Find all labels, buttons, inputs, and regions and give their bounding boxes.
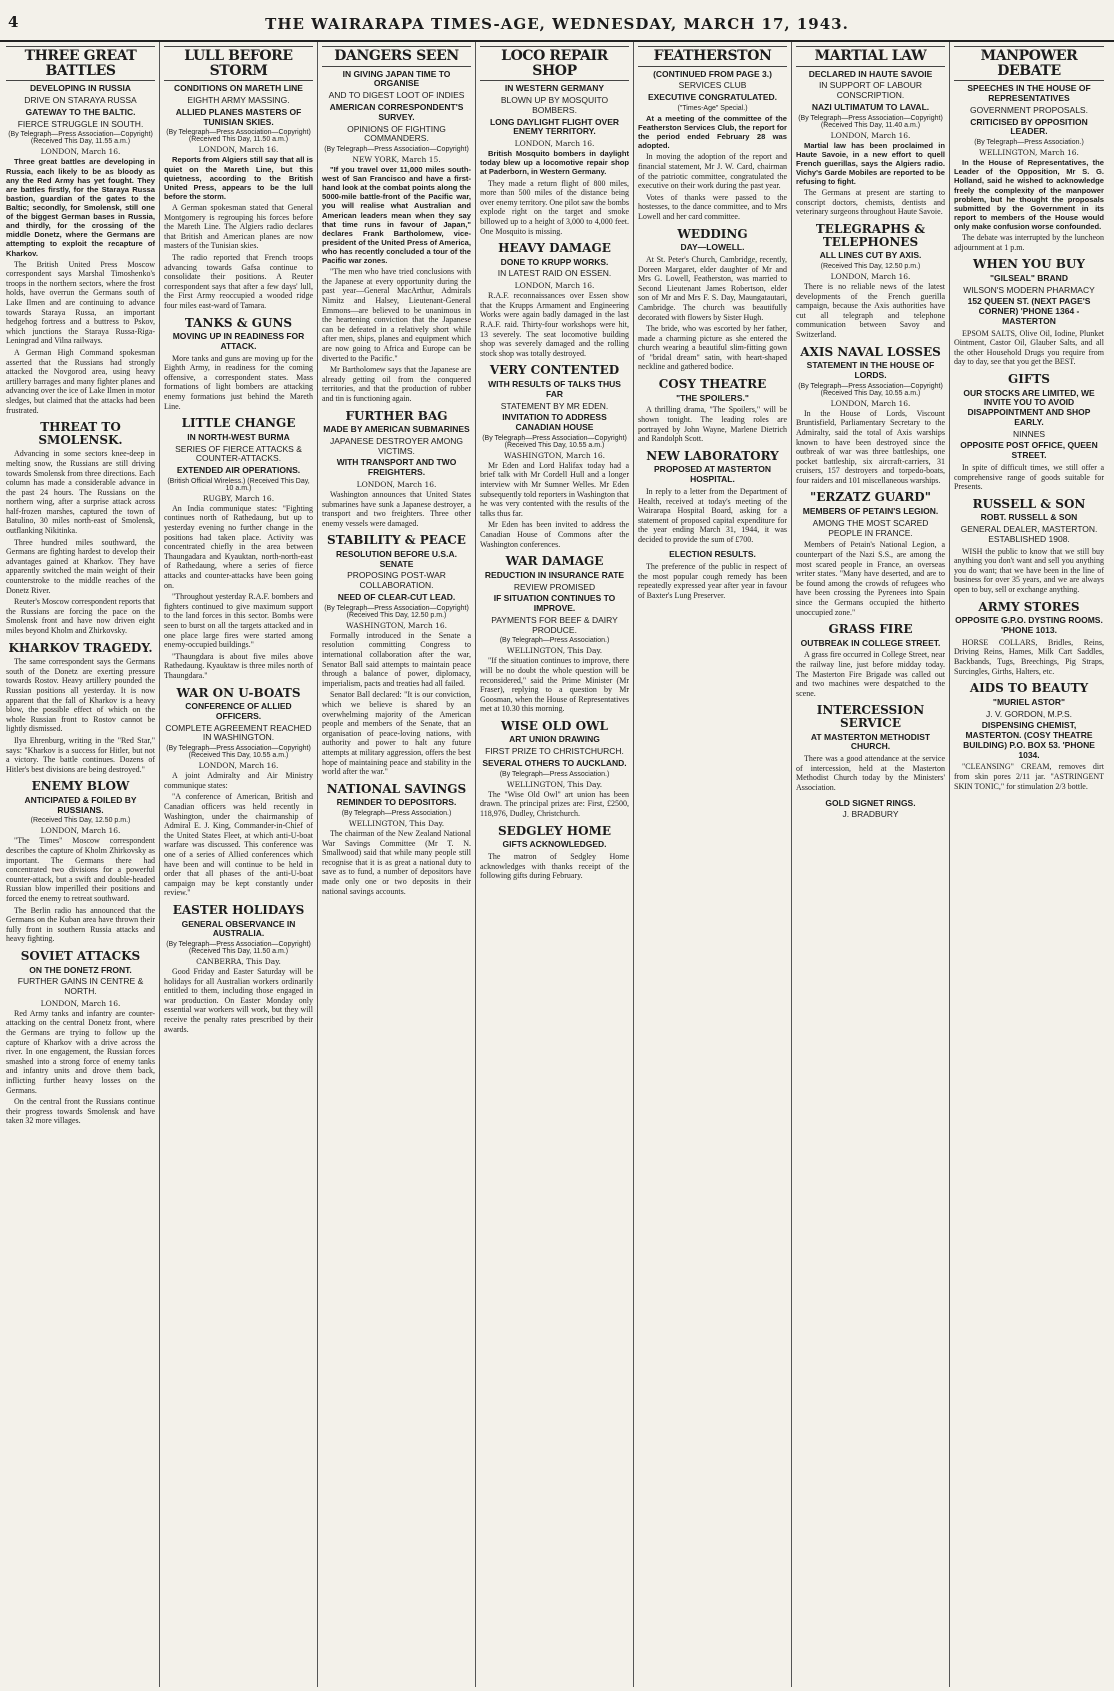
article-body <box>6 657 155 774</box>
dateline: WASHINGTON, March 16. <box>345 620 448 630</box>
headline: MARTIAL LAW <box>796 46 945 67</box>
article <box>796 491 945 617</box>
dateline: LONDON, March 16. <box>830 272 911 282</box>
subheading: PROPOSED AT MASTERTON HOSPITAL. <box>654 464 771 485</box>
subheading: ROBT. RUSSELL & SON <box>980 512 1078 523</box>
headline: WEDDING <box>677 226 748 241</box>
paragraph: Good Friday and Easter Saturday will be holidays for all Australian workers ordinarily entitled to them, including those engaged in war production. On Easter Monday only essential war workers will work, but they will receive the penalty rates prescribed by their awards. <box>164 967 313 1034</box>
headline: THREAT TO SMOLENSK. <box>38 420 123 447</box>
article-body <box>322 631 471 777</box>
headline: KHARKOV TRAGEDY. <box>8 640 153 655</box>
subheading: CONDITIONS ON MARETH LINE <box>174 83 303 94</box>
article <box>954 498 1104 595</box>
paragraph: "Throughout yesterday R.A.F. bombers and fighters continued to give maximum support to the land forces in this sector. Bombs were seen to burst on all the targets attacked and in one place large fires were started among enemy-occupied buildings." <box>164 592 313 650</box>
subheading: DECLARED IN HAUTE SAVOIE <box>808 68 933 79</box>
subheading: IN SUPPORT OF LABOUR CONSCRIPTION. <box>818 80 923 101</box>
subheading: ALL LINES CUT BY AXIS. <box>819 250 922 261</box>
subheading: RESOLUTION BEFORE U.S.A. SENATE <box>336 548 457 569</box>
paragraph: A German High Command spokesman asserted that the Russians had strongly attacked the Novgorod area, using heavy artillery barrages and many fighter planes and advancing over the ice of Lake Ilmen in motor sledges, but claimed that the attacks had been frustrated. <box>6 347 155 415</box>
headline: LOCO REPAIR SHOP <box>480 46 629 81</box>
subheading: WILSON'S MODERN PHARMACY <box>963 284 1095 295</box>
paragraph: HORSE COLLARS, Bridles, Reins, Driving Reins, Hames, Milk Cart Saddles, Backbands, Tugs, Breechings, Pig Straps, Surcingles, Girths, Halters, etc. <box>954 637 1104 676</box>
paragraph: At St. Peter's Church, Cambridge, recently, Doreen Margaret, elder daughter of Mr and Mrs G. Lowell, Featherston, was married to Second Lieutenant James Robertson, elder son of Mr and Mrs F. S. Day, Maungatautari, Cambridge. The church was beautifully decorated with flowers by Sister Hugh. <box>638 254 787 322</box>
article <box>6 46 155 415</box>
paragraph: Mr Eden and Lord Halifax today had a brief talk with Mr Cordell Hull and a longer interview with Mr Sumner Welles. Mr Eden subsequently told reporters in Washington that he was very contented with the results of the talks thus far. <box>480 460 629 518</box>
paragraph: The matron of Sedgley Home acknowledges with thanks receipt of the following gifts during February. <box>480 851 629 881</box>
headline: VERY CONTENTED <box>489 363 620 378</box>
wire-credit: (By Telegraph—Press Association—Copyright) (Received This Day, 11.55 a.m.) <box>8 131 153 146</box>
dateline: LONDON, March 16. <box>40 998 121 1008</box>
article-body <box>6 157 155 415</box>
paragraph: The chairman of the New Zealand National War Savings Committee (Mr T. N. Smallwood) said that while many people still recognise that it is as great a national duty to save as to fund, a number of depositors have made only one or two deposits in their national savings accounts. <box>322 829 471 896</box>
paragraph: Senator Ball declared: "It is our conviction, which we believe is shared by an overwhelming majority of the American people and members of the Senate, that an organisation of peace-loving nations, with authority and power to halt any future attempts at military aggression, offers the best hope of maintaining peace and stability in the world after the war." <box>322 690 471 777</box>
paragraph: A grass fire occurred in College Street, near the railway line, just before midday today. The Masterton Fire Brigade was called out and two machines were despatched to the scene. <box>796 650 945 698</box>
subheading: ELECTION RESULTS. <box>669 549 756 560</box>
subheading: IN GIVING JAPAN TIME TO ORGANISE <box>342 68 451 89</box>
headline: MANPOWER DEBATE <box>954 46 1104 81</box>
article-body <box>796 754 945 792</box>
subheading: SERIES OF FIERCE ATTACKS & COUNTER-ATTACKS. <box>175 443 302 464</box>
subheading: OPPOSITE G.P.O. DYSTING ROOMS. 'PHONE 1013. <box>955 615 1103 636</box>
headline: DANGERS SEEN <box>322 46 471 67</box>
column-2 <box>160 42 318 1687</box>
article-body <box>638 562 787 600</box>
article <box>796 623 945 698</box>
article <box>480 825 629 881</box>
article-body <box>480 149 629 236</box>
subheading: FURTHER GAINS IN CENTRE & NORTH. <box>17 976 144 997</box>
subheading: PROPOSING POST-WAR COLLABORATION. <box>347 570 446 591</box>
subheading: "GILSEAL" BRAND <box>990 272 1068 283</box>
paragraph: The Germans at present are starting to conscript doctors, chemists, dentists and veterinary surgeons throughout Haute Savoie. <box>796 188 945 217</box>
paragraph: "Thaungdara is about five miles above Rathedaung. Kyauktaw is three miles north of Thaungdara." <box>164 651 313 680</box>
wire-credit: (Received This Day, 12.50 p.m.) <box>820 263 921 271</box>
subheading: FIRST PRIZE TO CHRISTCHURCH. <box>485 746 624 757</box>
subheading: EXECUTIVE CONGRATULATED. <box>647 92 778 103</box>
paragraph: Three hundred miles southward, the Germans are fighting hardest to develop their advantages gained at Kharkov. They have apparently switched the main weight of their counterstroke to the middle reaches of the Donetz River. <box>6 537 155 595</box>
subheading: WITH RESULTS OF TALKS THUS FAR <box>488 378 621 399</box>
paragraph: The preference of the public in respect of the most popular cough remedy has been repeatedly expressed year after year in favour of Baxter's Lung Preserver. <box>638 562 787 601</box>
paragraph: Martial law has been proclaimed in Haute Savoie, in a new effort to quell French guerillas, says the Algiers radio. Vichy's Garde Mobiles are reported to be refusing to fight. <box>796 140 945 187</box>
article-body <box>164 504 313 681</box>
subheading: MEMBERS OF PETAIN'S LEGION. <box>802 506 939 517</box>
subheading: EXTENDED AIR OPERATIONS. <box>176 465 301 476</box>
headline: AXIS NAVAL LOSSES <box>800 344 941 359</box>
subheading: JAPANESE DESTROYER AMONG VICTIMS. <box>329 435 464 456</box>
dateline: CANBERRA, This Day. <box>196 957 281 967</box>
article-body <box>480 461 629 549</box>
article <box>164 687 313 898</box>
dateline: LONDON, March 16. <box>830 130 911 140</box>
article-body <box>796 409 945 486</box>
paragraph: In spite of difficult times, we still offer a comprehensive range of goods suitable for Presents. <box>954 463 1104 492</box>
column-6 <box>792 42 950 1687</box>
subheading: J. V. GORDON, M.P.S. <box>986 708 1072 719</box>
subheading: ON THE DONETZ FRONT. <box>29 964 132 975</box>
article <box>322 46 471 404</box>
paragraph: "A conference of American, British and Canadian officers was held recently in Washington, under the chairmanship of Admiral E. J. King, Commander-in-Chief of the United States Fleet, at which anti-U-boat warfare was discussed. This conference was one of a series of Allied conferences which have been and will continue to be held in order that all phases of the anti-U-boat campaign may be kept constantly under review." <box>164 792 313 898</box>
article <box>480 364 629 549</box>
dateline: WELLINGTON, This Day. <box>348 819 445 829</box>
article <box>954 682 1104 791</box>
subheading: DISPENSING CHEMIST, MASTERTON. (COSY THEATRE BUILDING) P.O. BOX 53. 'PHONE 1034. <box>963 720 1095 760</box>
dateline: LONDON, March 16. <box>514 139 595 149</box>
headline: HEAVY DAMAGE <box>498 241 611 256</box>
article-body <box>322 490 471 528</box>
paragraph: In the House of Lords, Viscount Bruntisfield, Parliamentary Secretary to the Admiralty, said the total of Axis warships known to have been destroyed since the outbreak of war was three battleships, one pocket battleship, six aircraft-carriers, 31 cruisers, 157 destroyers and torpedo-boats, four raiders and 101 miscellaneous warships. <box>796 408 945 485</box>
dateline: WELLINGTON, This Day. <box>506 646 603 656</box>
subheading: GOVERNMENT PROPOSALS. <box>970 104 1088 115</box>
article-body <box>954 329 1104 367</box>
article-body <box>796 282 945 340</box>
wire-credit: (By Telegraph—Press Association—Copyright) (Received This Day, 10.55 a.m.) <box>166 745 311 760</box>
wire-credit: (Received This Day, 12.50 p.m.) <box>30 817 131 825</box>
article <box>638 550 787 600</box>
subheading: ANTICIPATED & FOILED BY RUSSIANS. <box>24 794 137 815</box>
article-body <box>638 255 787 372</box>
article-body <box>954 638 1104 676</box>
paragraph: There was a good attendance at the service of intercession, held at the Masterton Methodist Church today by the Ministers' Association. <box>796 754 945 792</box>
paragraph: A thrilling drama, "The Spoilers," will be shown tonight. The leading roles are portrayed by John Wayne, Marlene Dietrich and Randolph Scott. <box>638 405 787 444</box>
wire-credit: (By Telegraph—Press Association—Copyright) (Received This Day, 12.50 p.m.) <box>324 604 469 619</box>
article <box>796 704 945 792</box>
dateline: LONDON, March 16. <box>198 761 279 771</box>
article-body <box>480 656 629 714</box>
subheading: "THE SPOILERS." <box>676 392 749 403</box>
article <box>164 904 313 1034</box>
paragraph: In reply to a letter from the Department of Health, received at today's meeting of the Wairarapa Hospital Board, asking for a statement of proposed capital expenditure for the year ending March 31, 1944, it was decided to provide the sum of £700. <box>638 486 787 544</box>
article <box>638 450 787 545</box>
subheading: EIGHTH ARMY MASSING. <box>187 95 290 106</box>
paragraph: On the central front the Russians continue their progress towards Smolensk and have taken 32 more villages. <box>6 1097 155 1126</box>
article <box>954 258 1104 367</box>
article <box>6 780 155 944</box>
article <box>796 223 945 340</box>
subheading: INVITATION TO ADDRESS CANADIAN HOUSE <box>502 412 607 433</box>
subheading: OUTBREAK IN COLLEGE STREET. <box>800 637 941 648</box>
article-body <box>954 463 1104 492</box>
article <box>480 242 629 358</box>
article-body <box>322 165 471 404</box>
subheading: WITH TRANSPORT AND TWO FREIGHTERS. <box>336 457 457 478</box>
paragraph: Mr Eden has been invited to address the Canadian House of Commons after the Washington conferences. <box>480 520 629 549</box>
headline: ENEMY BLOW <box>31 779 130 794</box>
paragraph: The same correspondent says the Germans south of the Donetz are exerting pressure towards Rostov. Heavy artillery pounded the Russian positions all yesterday. It is now apparent that the fall of Kharkov is a heavy blow, the possible effect of which on the whole Russian front to Rostov cannot be lightly dismissed. <box>6 657 155 734</box>
subheading: REMINDER TO DEPOSITORS. <box>336 797 457 808</box>
subheading: GENERAL OBSERVANCE IN AUSTRALIA. <box>181 918 296 939</box>
subheading: DAY—LOWELL. <box>680 242 745 253</box>
dateline: LONDON, March 16. <box>198 145 279 155</box>
article <box>638 46 787 222</box>
subheading: NINNES <box>1012 428 1046 439</box>
article <box>322 410 471 529</box>
subheading: STATEMENT IN THE HOUSE OF LORDS. <box>806 360 935 380</box>
article <box>164 317 313 412</box>
article <box>6 950 155 1126</box>
wire-credit: (British Official Wireless.) (Received This Day, 10 a.m.) <box>167 477 310 492</box>
headline: NEW LABORATORY <box>646 448 779 463</box>
article-body <box>480 790 629 819</box>
paragraph: "If you travel over 11,000 miles south-west of San Francisco and have a first-hand look at the combat points along the 5000-mile battle-front of the Pacific war, you will realise what Australian and American leaders mean when they say that time runs in favour of Japan," declares Frank Bartholomew, vice-president of the United Press of America, who has recently concluded a tour of the Pacific war zones. <box>322 165 471 266</box>
dateline: LONDON, March 16. <box>830 398 911 408</box>
subheading: MOVING UP IN READINESS FOR ATTACK. <box>172 331 305 351</box>
subheading: AMERICAN CORRESPONDENT'S SURVEY. <box>329 101 464 122</box>
article <box>322 534 471 776</box>
paragraph: "CLEANSING" CREAM, removes dirt from skin pores 2/11 jar. "ASTRINGENT SKIN TONIC," for stimulation 2/3 bottle. <box>954 762 1104 791</box>
headline: LITTLE CHANGE <box>181 416 296 431</box>
paragraph: WISH the public to know that we still buy anything you don't want and sell you anything you do want; that we have been in the line of business for over 35 years, and we are always open to buy, sell or exchange anything. <box>954 546 1104 595</box>
subheading: FIERCE STRUGGLE IN SOUTH. <box>17 118 144 129</box>
paragraph: The bride, who was escorted by her father, made a charming picture as she entered the church wearing a beautiful slim-fitting gown of "bridal dream" satin, with heart-shaped neckline and gathered bodice. <box>638 324 787 372</box>
subheading: AMONG THE MOST SCARED PEOPLE IN FRANCE. <box>812 517 929 538</box>
subheading: (CONTINUED FROM PAGE 3.) <box>653 68 772 79</box>
wire-credit: (By Telegraph—Press Association—Copyright) <box>324 146 469 154</box>
article-body <box>164 155 313 310</box>
dateline: WELLINGTON, This Day. <box>506 779 603 789</box>
dateline: WELLINGTON, March 16. <box>979 148 1079 158</box>
article-body <box>480 852 629 881</box>
headline: GRASS FIRE <box>828 622 913 637</box>
article-body <box>164 967 313 1034</box>
subheading: LONG DAYLIGHT FLIGHT OVER ENEMY TERRITORY. <box>489 116 620 137</box>
subheading: REVIEW PROMISED <box>513 581 596 592</box>
article-body <box>6 1009 155 1126</box>
paragraph: Reports from Algiers still say that all is quiet on the Mareth Line, but this quietness, according to the British United Press, appears to be the lull before the storm. <box>164 155 313 201</box>
subheading: OPPOSITE POST OFFICE, QUEEN STREET. <box>960 440 1098 461</box>
headline: INTERCESSION SERVICE <box>816 703 925 731</box>
headline: WAR ON U-BOATS <box>176 685 301 700</box>
paragraph: A joint Admiralty and Air Ministry communique states: <box>164 771 313 790</box>
headline: FEATHERSTON <box>638 46 787 67</box>
article-body <box>796 141 945 217</box>
article <box>796 46 945 217</box>
article <box>954 373 1104 492</box>
article-body <box>480 291 629 358</box>
paragraph: There is no reliable news of the latest developments of the French guerilla campaign, because the Axis authorities have cut all telegraph and telephone communication between Savoy and Switzerland. <box>796 282 945 339</box>
column-4 <box>476 42 634 1687</box>
paragraph: Formally introduced in the Senate a resolution committing Congress to international collaboration after the war, Senator Ball said attempts to maintain peace through a balance of power, diplomacy, imperialism, pacts and treaties had all failed. <box>322 630 471 688</box>
headline: WHEN YOU BUY <box>973 257 1085 272</box>
article-body <box>796 540 945 617</box>
newspaper-title: THE WAIRARAPA TIMES-AGE, WEDNESDAY, MARCH 17, 1943. <box>265 15 849 33</box>
paragraph: In the House of Representatives, the Leader of the Opposition, Mr S. G. Holland, said he wished to acknowledge freely the complexity of the manpower problem, but he thought the proposals submitted by the Government in its report to members of the House would only make confusion worse confounded. <box>954 158 1104 231</box>
headline: LULL BEFORE STORM <box>164 46 313 81</box>
subheading: SPEECHES IN THE HOUSE OF REPRESENTATIVES <box>967 83 1091 104</box>
article-body <box>638 487 787 545</box>
paragraph: R.A.F. reconnaissances over Essen show that the Krupps Armament and Engineering Works were again badly damaged in the last R.A.F. raid. Thirty-four workshops were hit, 13 severely. The seat locomotive building shop was severely damaged and the rolling stock shop was totally destroyed. <box>480 291 629 358</box>
headline: STABILITY & PEACE <box>327 533 466 548</box>
paragraph: British Mosquito bombers in daylight today blew up a locomotive repair shop at Paderborn, in Western Germany. <box>480 149 629 177</box>
column-7 <box>950 42 1108 1687</box>
article-body <box>6 449 155 635</box>
subheading: DEVELOPING IN RUSSIA <box>29 83 132 94</box>
paragraph: Reuter's Moscow correspondent reports that the Russians are forcing the pace on the Smolensk front and have now driven eight miles beyond Kholm and Zhirkovsky. <box>6 597 155 636</box>
dateline: NEW YORK, March 15. <box>352 155 441 165</box>
headline: EASTER HOLIDAYS <box>172 902 305 917</box>
paragraph: At a meeting of the committee of the Featherston Services Club, the report for the period ended February 28 was adopted. <box>638 113 787 151</box>
subheading: CRITICISED BY OPPOSITION LEADER. <box>970 116 1088 137</box>
subheading: GOLD SIGNET RINGS. <box>825 797 916 808</box>
headline: SOVIET ATTACKS <box>20 948 141 963</box>
subheading: CONFERENCE OF ALLIED OFFICERS. <box>185 701 292 721</box>
dateline: WASHINGTON, March 16. <box>503 450 606 460</box>
dateline: LONDON, March 16. <box>40 147 121 157</box>
subheading: AND TO DIGEST LOOT OF INDIES <box>328 90 465 101</box>
paragraph: Votes of thanks were passed to the hostesses, to the dance committee, and to Mrs Lowell and her card committee. <box>638 192 787 221</box>
paragraph: The debate was interrupted by the luncheon adjournment at 1 p.m. <box>954 233 1104 252</box>
article <box>164 417 313 680</box>
subheading: BLOWN UP BY MOSQUITO BOMBERS. <box>500 95 609 115</box>
wire-credit: (By Telegraph—Press Association—Copyright) (Received This Day, 10.55 a.m.) <box>482 434 627 449</box>
article <box>480 46 629 236</box>
paragraph: "The men who have tried conclusions with the Japanese at every opportunity during the past year—General MacArthur, Admirals Nimitz and Halsey, Lieutenant-General Emmons—are believed to be unanimous in the heartening conviction that the Japanese can be defeated in a relatively short while after men, ships, planes and equipment which are now going to Africa and Europe can be diverted to the Pacific." <box>322 267 471 363</box>
article-body <box>164 354 313 412</box>
subheading: IF SITUATION CONTINUES TO IMPROVE. <box>493 593 616 614</box>
subheading: STATEMENT BY MR EDEN. <box>500 400 609 411</box>
article <box>480 720 629 819</box>
paragraph: Members of Petain's National Legion, a counterpart of the Nazi S.S., are among the most scared people in France, an overseas writer states. "Many have deserted, and are to be found among the crowds of refugees who have been crossing the Pyrenees into Spain since the Germans occupied the hitherto unoccupied zone." <box>796 540 945 617</box>
subheading: SEVERAL OTHERS TO AUCKLAND. <box>482 758 627 769</box>
subheading: DONE TO KRUPP WORKS. <box>500 256 609 267</box>
wire-credit: (By Telegraph—Press Association.) <box>341 810 452 818</box>
subheading: GENERAL DEALER, MASTERTON. ESTABLISHED 1908. <box>960 524 1098 544</box>
article <box>638 378 787 444</box>
subheading: MADE BY AMERICAN SUBMARINES <box>323 424 470 435</box>
subheading: IN LATEST RAID ON ESSEN. <box>497 268 612 279</box>
article-body <box>322 829 471 896</box>
paragraph: They made a return flight of 800 miles, more than 500 miles of the distance being over enemy territory. One pilot saw the bombs explode right on the target and smoke billowed up to a height of 3,000 to 4,000 feet. One Mosquito is missing. <box>480 178 629 236</box>
paragraph: The radio reported that French troops advancing towards Gafsa continue to consolidate their positions. A Reuter correspondent says that after a few days' lull, the First Army reoccupied a wooded ridge four miles east-ward of Tamara. <box>164 252 313 310</box>
column-3 <box>318 42 476 1687</box>
article <box>6 642 155 775</box>
subheading: NAZI ULTIMATUM TO LAVAL. <box>811 101 930 112</box>
article-body <box>954 762 1104 791</box>
column-5 <box>634 42 792 1687</box>
article-body <box>954 158 1104 252</box>
subheading: DRIVE ON STARAYA RUSSA <box>24 95 137 106</box>
article <box>638 228 787 372</box>
paragraph: In moving the adoption of the report and financial statement, Mr J. W. Card, chairman of the patriotic committee, congratulated the executive on their work during the past year. <box>638 152 787 191</box>
headline: SEDGLEY HOME <box>497 823 611 838</box>
wire-credit: (By Telegraph—Press Association.) <box>499 637 610 645</box>
headline: FURTHER BAG <box>345 408 448 423</box>
paragraph: The Berlin radio has announced that the Germans on the Kuban area have thrown their fully front in southern Russia attacks and heavy fighting. <box>6 905 155 944</box>
subheading: J. BRADBURY <box>842 809 899 820</box>
paragraph: More tanks and guns are moving up for the Eighth Army, in readiness for the coming offensive, a correspondent states. Mass formations of light bombers are attacking enemy formations just behind the Mareth Line. <box>164 353 313 411</box>
wire-credit: (By Telegraph—Press Association—Copyright) (Received This Day, 11.50 a.m.) <box>166 941 311 956</box>
headline: GIFTS <box>1008 372 1050 387</box>
paragraph: Ilya Ehrenburg, writing in the "Red Star," says: "Kharkov is a success for Hitler, but not a victory. The battle continues. Dozens of Hitler's best divisions are being destroyed." <box>6 735 155 774</box>
wire-credit: (By Telegraph—Press Association—Copyright) (Received This Day, 10.55 a.m.) <box>798 382 943 397</box>
dateline: LONDON, March 16. <box>356 479 437 489</box>
wire-credit: (By Telegraph—Press Association—Copyright) (Received This Day, 11.50 a.m.) <box>166 129 311 144</box>
subheading: PAYMENTS FOR BEEF & DAIRY PRODUCE. <box>491 614 618 635</box>
paragraph: Three great battles are developing in Russia, each likely to be as bloody as any the Red Army has yet fought. They are battles firstly, for the Staraya Russa bastion, guardian of the gates to the Baltic; secondly, for Smolensk, still one of the biggest German bases in Russia, and thirdly, for the crossing of the middle Donetz, where the Germans are attempting to exploit the recapture of Kharkov. <box>6 157 155 258</box>
headline: ARMY STORES <box>978 599 1080 614</box>
subheading: ALLIED PLANES MASTERS OF TUNISIAN SKIES. <box>175 106 302 127</box>
paragraph: Advancing in some sectors knee-deep in melting snow, the Russians are still driving towards Smolensk from three directions. Each column has made a considerable advance in the past 24 hours. The Russians on the northern wing, after a surprise attack across half-frozen marshes, captured the town of Batulino, 30 miles north-east of Smolensk, outflanking Nikitinka. <box>6 449 155 536</box>
paragraph: An India communique states: "Fighting continues north of Rathedaung, but up to yesterday evening no further change in the positions had taken place. Activity was concentrated chiefly in the area between Thaungadara and Kyauktan, north-north-east of Rathedaung, where a series of fierce attacks and counter-attacks have been going on. <box>164 503 313 590</box>
dateline: RUGBY, March 16. <box>202 493 275 503</box>
headline: THREE GREAT BATTLES <box>6 46 155 81</box>
columns <box>2 42 1112 1687</box>
article <box>6 421 155 635</box>
subheading: AT MASTERTON METHODIST CHURCH. <box>810 731 931 752</box>
wire-credit: (By Telegraph—Press Association.) <box>974 139 1084 147</box>
article <box>480 555 629 714</box>
subheading: SERVICES CLUB <box>678 80 747 91</box>
article-body <box>954 547 1104 595</box>
article <box>322 783 471 897</box>
subheading: "MURIEL ASTOR" <box>992 696 1066 707</box>
subheading: NEED OF CLEAR-CUT LEAD. <box>337 592 456 603</box>
article-body <box>796 650 945 698</box>
article <box>954 46 1104 252</box>
article <box>164 46 313 311</box>
headline: COSY THEATRE <box>658 377 767 392</box>
paragraph: "If the situation continues to improve, there will be no doubt the whole question will be reconsidered," said the Prime Minister (Mr Fraser), replying to a question by Mr Goosman, when the House of Representatives met at 10.30 this morning. <box>480 656 629 714</box>
headline: WISE OLD OWL <box>501 718 608 733</box>
subheading: 152 QUEEN ST. (NEXT PAGE'S CORNER) 'PHONE 1364 - MASTERTON <box>967 296 1091 326</box>
paragraph: EPSOM SALTS, Olive Oil, Iodine, Plunket Ointment, Castor Oil, Glauber Salts, and all the other Household Drugs you require from day to day, see that you get the BEST. <box>954 328 1104 367</box>
article <box>954 601 1104 677</box>
subheading: COMPLETE AGREEMENT REACHED IN WASHINGTON. <box>165 722 312 743</box>
column-1 <box>2 42 160 1687</box>
paragraph: The British United Press Moscow correspondent says Marshal Timoshenko's troops in the northern sectors, where the frost holds, have overrun the Germans south of Lake Ilmen and are continuing to advance towards Staraya Russa, an important hedgehog fortress and a buttress to Pskov, which junctions the Staraya Russa-Riga-Leningrad and Vilna railways. <box>6 259 155 346</box>
headline: "ERZATZ GUARD" <box>810 490 931 505</box>
headline: WAR DAMAGE <box>505 554 604 569</box>
headline: NATIONAL SAVINGS <box>326 781 467 796</box>
subheading: OPINIONS OF FIGHTING COMMANDERS. <box>347 123 446 144</box>
paragraph: Red Army tanks and infantry are counter-attacking on the central Donetz front, where the Germans are trying to follow up the capture of Kharkov with a drive across the river. In one engagement, the Russian forces smashed into a strong force of enemy tanks and infantry units and drove them back, inflicting further heavy losses on the Germans. <box>6 1008 155 1095</box>
article-body <box>638 405 787 443</box>
subheading: GATEWAY TO THE BALTIC. <box>25 106 136 117</box>
article <box>796 346 945 486</box>
subheading: IN WESTERN GERMANY <box>504 83 605 94</box>
headline: TELEGRAPHS & TELEPHONES <box>815 222 926 249</box>
subheading: OUR STOCKS ARE LIMITED, WE INVITE YOU TO AVOID DISAPPOINTMENT AND SHOP EARLY. <box>963 387 1095 427</box>
subheading: ART UNION DRAWING <box>509 734 600 745</box>
subheading: GIFTS ACKNOWLEDGED. <box>502 839 607 850</box>
headline: RUSSELL & SON <box>972 496 1086 511</box>
article-body <box>6 836 155 944</box>
wire-credit: ("Times-Age" Special.) <box>677 104 748 112</box>
paragraph: The "Wise Old Owl" art union has been drawn. The principal prizes are: First, £2500, 118,976, Dudley, Christchurch. <box>480 789 629 818</box>
wire-credit: (By Telegraph—Press Association.) <box>499 770 610 778</box>
masthead <box>0 0 1114 42</box>
paragraph: "The Times" Moscow correspondent describes the capture of Kholm Zhirkovsky as important. The Germans there had concentrated two divisions for a powerful counter-attack, but a swift and double-headed Russian blow imperilled their positions and forced the enemy to retreat southward. <box>6 836 155 904</box>
dateline: LONDON, March 16. <box>40 826 121 836</box>
page-number: 4 <box>8 13 19 31</box>
headline: AIDS TO BEAUTY <box>969 681 1089 696</box>
wire-credit: (By Telegraph—Press Association—Copyright) (Received This Day, 11.40 a.m.) <box>798 114 943 129</box>
article-body <box>638 114 787 222</box>
paragraph: A German spokesman stated that General Montgomery is regrouping his forces before the Mareth Line. The Algiers radio declares that British and American planes are now masters of the Tunisian skies. <box>164 202 313 251</box>
dateline: LONDON, March 16. <box>514 281 595 291</box>
article-body <box>164 771 313 898</box>
subheading: REDUCTION IN INSURANCE RATE <box>484 569 625 580</box>
headline: TANKS & GUNS <box>184 315 293 330</box>
article <box>796 799 945 821</box>
paragraph: Washington announces that United States submarines have sunk a Japanese destroyer, a transport and two freighters. Three other enemy vessels were damaged. <box>322 489 471 528</box>
paragraph: Mr Bartholomew says that the Japanese are already getting oil from the conquered territories, and that the production of rubber and tin is functioning again. <box>322 365 471 403</box>
subheading: IN NORTH-WEST BURMA <box>187 431 290 442</box>
